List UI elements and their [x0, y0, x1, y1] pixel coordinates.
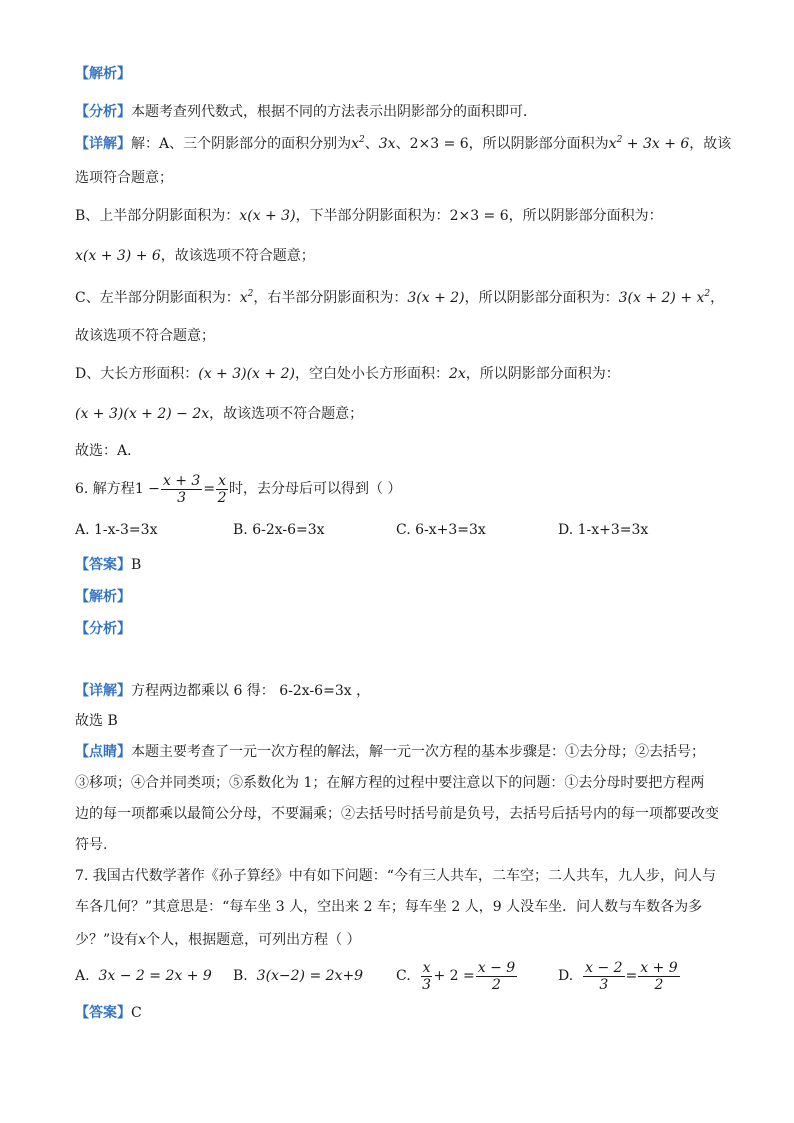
dianjing-tag: 【点睛】: [75, 744, 131, 760]
dianjing-line-4: 符号.: [75, 837, 108, 853]
math-b-total: x(x + 3) + 6: [75, 248, 161, 264]
math-d-big: (x + 3)(x + 2): [198, 366, 295, 382]
jiexi-6: 【解析】: [75, 589, 131, 605]
q7-line-3: [75, 930, 361, 950]
dianjing-text-1: 本题主要考查了一元一次方程的解法，解一元一次方程的基本步骤是：①去分母；②去括号；: [131, 744, 705, 760]
jiexi-heading: 【解析】: [75, 66, 131, 82]
dianjing-line-2: ③移项；④合并同类项；⑤系数化为 1；在解方程的过程中要注意以下的问题：①去分母时要把方程两: [75, 775, 705, 791]
q6-one: 1 −: [134, 481, 160, 497]
q6-option-d: D. 1-x+3=3x: [558, 522, 649, 538]
xiangjie-text-b: ，所以阴影部分面积为: [468, 136, 609, 152]
question-6: [75, 470, 401, 508]
q6-fraction-1: $\frac{x + 3}{3}$: [162, 472, 201, 506]
option-c-line-1: C、左半部分阴影面积为：$x^2$，右半部分阴影面积为：3(x + 2)，所以阴影部分面积为：$3(x + 2) + x^2$，: [75, 289, 725, 306]
fenxi-text: 本题考查列代数式，根据不同的方法表示出阴影部分的面积即可．: [131, 104, 537, 120]
xiangjie-line-1: 【详解】解：A、三个阴影部分的面积分别为$x^2$、3x、2×3 = 6，所以阴影部分面积为$x^2 + 3x + 6$，故该: [75, 135, 732, 152]
d-text-1: D、大长方形面积：: [75, 366, 199, 382]
q6-eq: =: [203, 481, 216, 497]
q6-option-b: B. 6-2x-6=3x: [233, 522, 325, 538]
answer-6: [75, 555, 141, 575]
xiangjie-6-text: 方程两边都乘以 6 得： 6-2x-6=3x ，: [131, 683, 371, 699]
b-text-3: ，所以阴影部分面积为：: [508, 208, 663, 224]
q6-option-c: C. 6-x+3=3x: [396, 522, 486, 538]
math-3x: 3x: [378, 136, 396, 152]
math-c-right: 3(x + 2): [407, 290, 465, 306]
q7-option-a: A. 3x − 2 = 2x + 9: [75, 968, 212, 984]
math-c-total: $3(x + 2) + x^2$: [618, 289, 711, 306]
q7-text-a: 少？”设有: [75, 932, 139, 948]
c-text-1: C、左半部分阴影面积为：: [75, 290, 240, 306]
answer-7: [75, 1003, 142, 1023]
q7-var: x: [138, 932, 147, 948]
option-c-line-2: 故该选项不符合题意；: [75, 328, 215, 344]
xiangjie-text-c: ，故该: [689, 136, 732, 152]
d-text-4: ，故该选项不符合题意；: [209, 406, 364, 422]
q6-fraction-2: $\frac{x}{2}$: [217, 472, 227, 506]
q7-line-1: 7. 我国古代数学著作《孙子算经》中有如下问题：“今有三人共车，二车空；二人共车，九人步，问人与: [75, 868, 716, 884]
math-d-total: (x + 3)(x + 2) − 2x: [75, 406, 210, 422]
fenxi-line: [75, 102, 537, 122]
option-b-line-1: [75, 206, 663, 226]
c-text-2: ，右半部分阴影面积为：: [253, 290, 408, 306]
math-total-a: $x^2 + 3x + 6$: [608, 135, 690, 152]
d-text-2: ，空白处小长方形面积：: [294, 366, 449, 382]
answer-tag: 【答案】: [75, 557, 131, 573]
math-c-left: $x^2$: [239, 289, 254, 306]
math-b-lower: 2×3 = 6: [449, 208, 509, 224]
xiangjie-text-a: 解：A、三个阴影部分的面积分别为: [131, 136, 352, 152]
answer-6-value: B: [131, 557, 142, 573]
math-x-squared: $x^2$: [351, 135, 365, 152]
xiangjie-tag: 【详解】: [75, 136, 131, 152]
dianjing-line-3: 边的每一项都乘以最简公分母，不要漏乘；②去括号时括号前是负号，去括号后括号内的每一项都要改变: [75, 806, 719, 822]
math-d-small: 2x: [448, 366, 466, 382]
q7-option-c: C. $\frac{x}{3}$ + 2 = $\frac{x - 9}{2}$: [396, 959, 516, 993]
math-b-upper: x(x + 3): [239, 208, 296, 224]
q6-text-b: 时，去分母后可以得到（ ）: [228, 481, 402, 497]
answer-7-value: C: [131, 1005, 142, 1021]
q7-line-2: 车各几何？”其意思是：“每车坐 3 人，空出来 2 车；每车坐 2 人，9 人没车坐．问人数与车数各为多: [75, 899, 703, 915]
answer-choice-1: 故选：A．: [75, 443, 142, 459]
xiangjie-6-tag: 【详解】: [75, 683, 131, 699]
answer-7-tag: 【答案】: [75, 1005, 131, 1021]
q7-text-b: 个人，根据题意，可列出方程（ ）: [146, 932, 361, 948]
b-text-2: ，下半部分阴影面积为：: [295, 208, 450, 224]
option-b-line-2: [75, 246, 315, 266]
guxuan-6: 故选 B: [75, 713, 118, 729]
fenxi-tag: 【分析】: [75, 104, 131, 120]
q7-option-b: B. 3(x−2) = 2x+9: [233, 968, 364, 984]
q6-text-a: 6. 解方程: [75, 481, 135, 497]
dianjing-line-1: [75, 742, 705, 762]
q7-option-d: D. $\frac{x - 2}{3}$ = $\frac{x + 9}{2}$: [558, 959, 678, 993]
option-d-line-1: [75, 364, 620, 384]
q6-option-a: A. 1-x-3=3x: [75, 522, 158, 538]
c-text-3: ，所以阴影部分面积为：: [464, 290, 619, 306]
math-2x3: 2×3 = 6: [409, 136, 469, 152]
xiangjie-line-2: 选项符合题意；: [75, 170, 173, 186]
d-text-3: ，所以阴影部分面积为：: [465, 366, 620, 382]
b-text-4: ，故该选项不符合题意；: [160, 248, 315, 264]
xiangjie-6: [75, 681, 370, 701]
option-d-line-2: [75, 404, 363, 424]
b-text-1: B、上半部分阴影面积为：: [75, 208, 240, 224]
fenxi-6: 【分析】: [75, 621, 131, 637]
